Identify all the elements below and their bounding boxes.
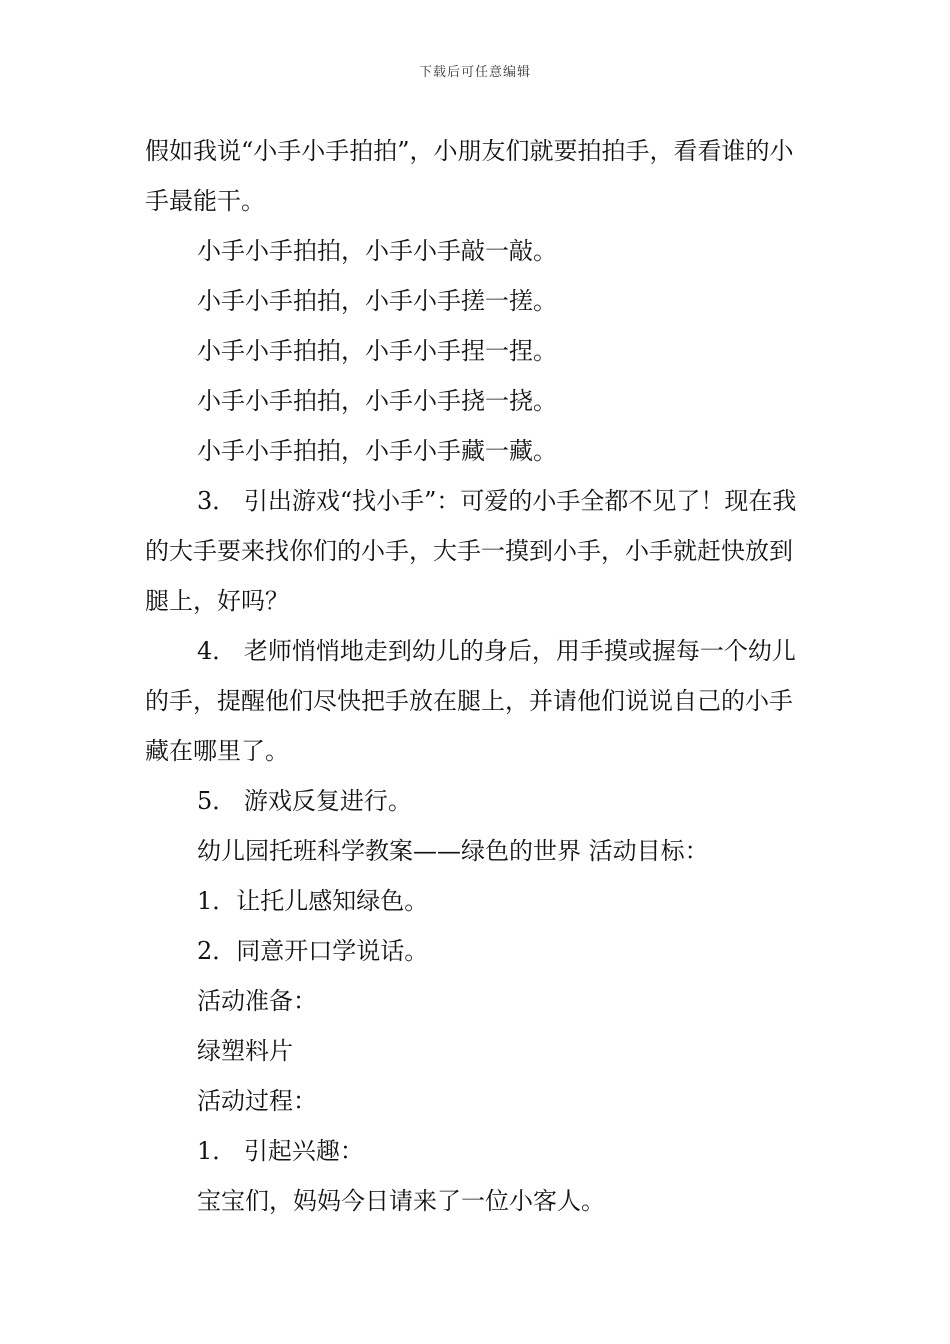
goal-item-1: 1．让托儿感知绿色。 — [197, 887, 429, 915]
paragraph-step-3: 3． 引出游戏“找小手”：可爱的小手全都不见了！现在我的大手要来找你们的小手，大手一摸到小手，小手就赶快放到腿上，好吗？ — [145, 487, 797, 615]
section-title: 幼儿园托班科学教案——绿色的世界 活动目标： — [197, 837, 709, 865]
preparation-heading: 活动准备： — [197, 987, 317, 1015]
process-step-1: 1． 引起兴趣： — [197, 1137, 364, 1165]
process-text: 宝宝们，妈妈今日请来了一位小客人。 — [197, 1187, 605, 1215]
preparation-item: 绿塑料片 — [197, 1037, 293, 1065]
paragraph-step-4: 4． 老师悄悄地走到幼儿的身后，用手摸或握每一个幼儿的手，提醒他们尽快把手放在腿上，并请他们说说自己的小手藏在哪里了。 — [145, 637, 796, 765]
paragraph-rhyme-5: 小手小手拍拍，小手小手藏一藏。 — [197, 437, 557, 465]
paragraph-intro: 假如我说“小手小手拍拍”，小朋友们就要拍拍手，看看谁的小手最能干。 — [145, 137, 794, 215]
paragraph-rhyme-4: 小手小手拍拍，小手小手挠一挠。 — [197, 387, 557, 415]
paragraph-rhyme-1: 小手小手拍拍，小手小手敲一敲。 — [197, 237, 557, 265]
paragraph-rhyme-3: 小手小手拍拍，小手小手捏一捏。 — [197, 337, 557, 365]
paragraph-rhyme-2: 小手小手拍拍，小手小手搓一搓。 — [197, 287, 557, 315]
page-header: 下载后可任意编辑 — [418, 65, 531, 80]
paragraph-step-5: 5． 游戏反复进行。 — [197, 787, 412, 815]
document-body — [145, 126, 810, 1226]
process-heading: 活动过程： — [197, 1087, 317, 1115]
goal-item-2: 2．同意开口学说话。 — [197, 937, 429, 965]
